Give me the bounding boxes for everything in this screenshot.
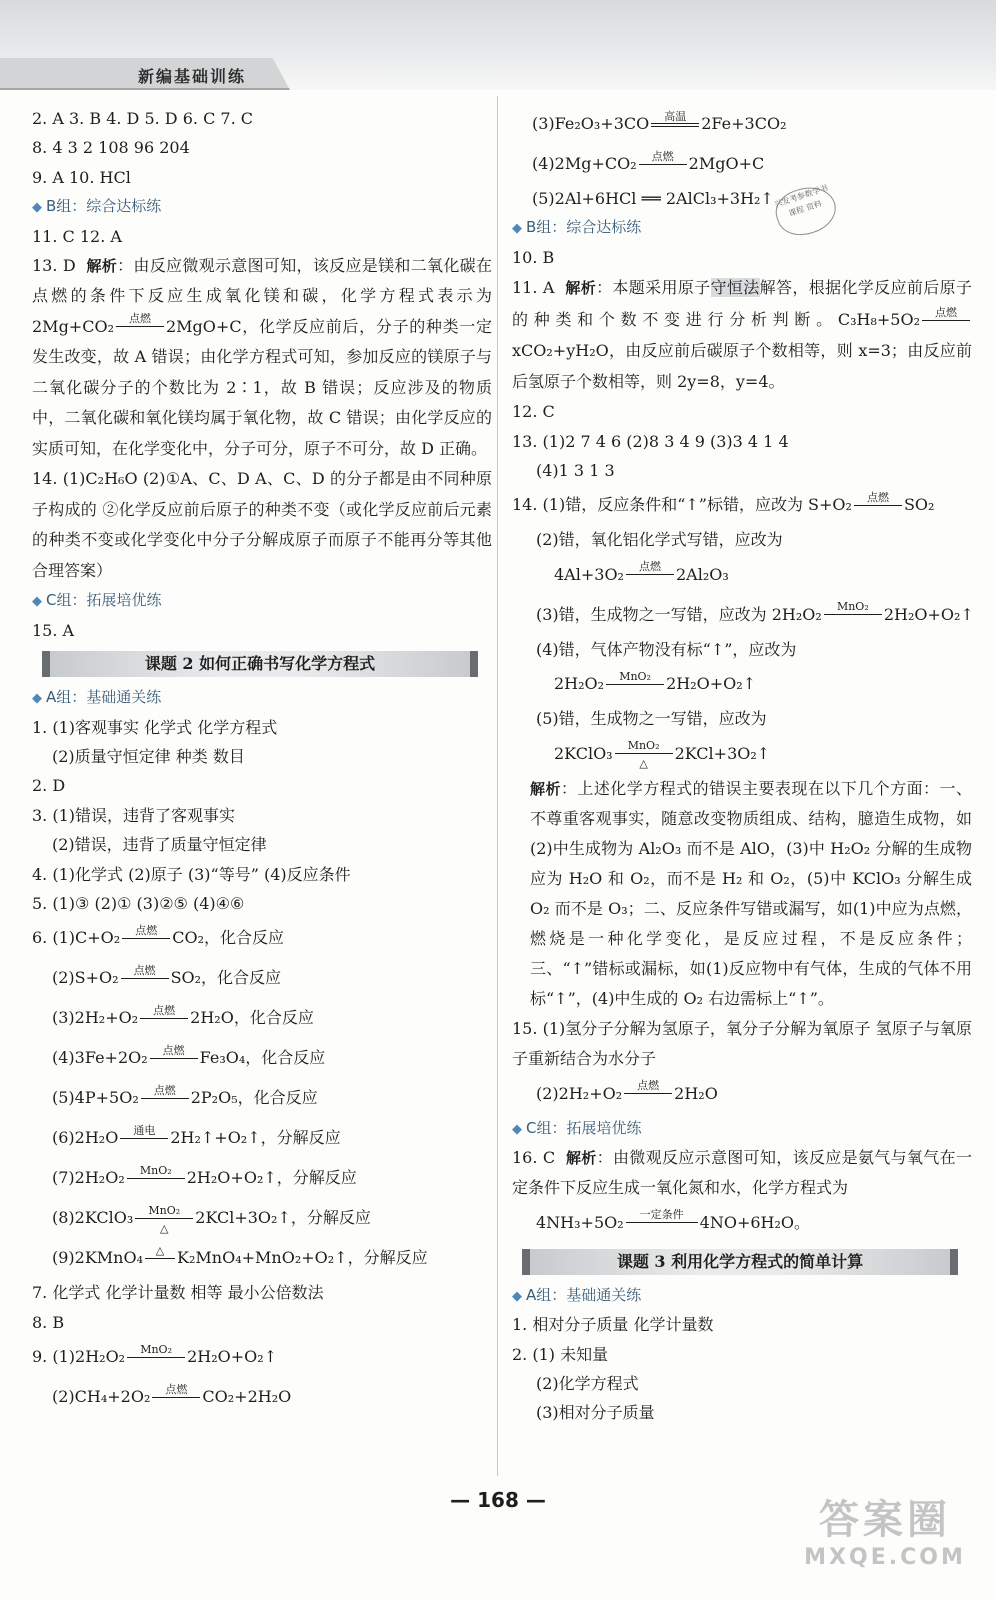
answer-line: 1. (1)客观事实 化学式 化学方程式 <box>32 717 278 737</box>
group-a-heading: ◆ A组：基础通关练 <box>512 1285 642 1304</box>
group-c-heading: ◆ C组：拓展培优练 <box>512 1118 642 1137</box>
equation-line: (2)CH₄+2O₂ 点燃 CO₂+2H₂O <box>52 1382 292 1407</box>
equation-line: 14. (1)错，反应条件和“↑”标错，应改为 S+O₂ 点燃 SO₂ <box>512 490 935 515</box>
answer-line: (5)错，生成物之一写错，应改为 <box>536 709 767 729</box>
column-divider <box>497 96 498 1476</box>
equation-line: (9)2KMnO₄ △ K₂MnO₄+MnO₂+O₂↑，分解反应 <box>52 1243 428 1268</box>
equation-line: (5)4P+5O₂ 点燃 2P₂O₅，化合反应 <box>52 1083 318 1108</box>
lesson-3-heading: 课题 3 利用化学方程式的简单计算 <box>522 1249 958 1275</box>
equation-line: (2)S+O₂ 点燃 SO₂，化合反应 <box>52 963 282 988</box>
highlight-mark: 守恒法 <box>710 278 760 298</box>
equation-line: (3)错，生成物之一写错，应改为 2H₂O₂ MnO₂ 2H₂O+O₂↑ <box>536 600 974 624</box>
group-b-heading: ◆ B组：综合达标练 <box>32 197 162 216</box>
diamond-icon: ◆ <box>32 200 42 216</box>
answer-15: 15. (1)氢分子分解为氢原子，氧分子分解为氧原子 氢原子与氧原子重新结合为水分子 <box>512 1018 972 1068</box>
answer-line: 1. 相对分子质量 化学计量数 <box>512 1315 714 1335</box>
diamond-icon: ◆ <box>512 221 522 237</box>
answer-line: (2)错误，违背了质量守恒定律 <box>52 835 267 855</box>
answer-line: 7. 化学式 化学计量数 相等 最小公倍数法 <box>32 1283 324 1303</box>
watermark-logo-text: 答案圈 <box>819 1497 951 1543</box>
equation-line: (3)Fe₂O₃+3CO 高温 2Fe+3CO₂ <box>532 109 787 133</box>
equation-line: 2KClO₃ MnO₂ △ 2KCl+3O₂↑ <box>554 739 771 771</box>
answer-line: 15. A <box>32 620 75 640</box>
page-number: — 168 — <box>450 1488 546 1512</box>
analysis-paragraph: 解析：上述化学方程式的错误主要表现在以下几个方面：一、不尊重客观事实，随意改变物质组成、结构，臆造生成物，如(2)中生成物为 Al₂O₃ 而不是 AlO，(3)中 H₂O₂ 分解的生成物应为 H₂O 和 O₂，而不是 H₂ 和 O₂，(5)中 KClO₃ 分解生成 O₂ 而不是 O₃；二、反应条件写错或漏写，如(1)中应为点燃，燃烧是一种化学变化，是反应过程，不是反应条件；三、“↑”错标或漏标，如(1)反应物中有气体，生成的气体不用标“↑”，(4)中生成的 O₂ 右边需标上“↑”。 <box>530 778 972 1008</box>
answer-line: 4. (1)化学式 (2)原子 (3)“等号” (4)反应条件 <box>32 864 351 884</box>
equation-line: (5)2Al+6HCl ══ 2AlCl₃+3H₂↑ <box>532 189 774 208</box>
equation-line: (6)2H₂O 通电 2H₂↑+O₂↑，分解反应 <box>52 1123 341 1148</box>
diamond-icon: ◆ <box>32 691 42 707</box>
left-column <box>32 104 492 1417</box>
equation-line: 4Al+3O₂ 点燃 2Al₂O₃ <box>554 560 729 584</box>
answer-line: 2. (1) 未知量 <box>512 1344 609 1364</box>
answer-line: 12. C <box>512 402 555 422</box>
answer-line: 11. C 12. A <box>32 226 122 246</box>
diamond-icon: ◆ <box>512 1121 522 1137</box>
diamond-icon: ◆ <box>32 594 42 610</box>
stamp-seal: 兴发考参数学书 课程 资料 <box>770 180 841 242</box>
answer-line: 3. (1)错误，违背了客观事实 <box>32 805 236 825</box>
answer-line: 13. (1)2 7 4 6 (2)8 3 4 9 (3)3 4 1 4 <box>512 431 789 451</box>
watermark <box>800 1488 970 1588</box>
answer-line: 9. A 10. HCl <box>32 167 131 187</box>
equation-line: (4)2Mg+CO₂ 点燃 2MgO+C <box>532 149 765 173</box>
answer-11: 11. A 解析：本题采用原子守恒法解答，根据化学反应前后原子的种类和个数不变进行分析判断。C₃H₈+5O₂ 点燃 xCO₂+yH₂O，由反应前后碳原子个数相等，则 x=3；由反应前后氢原子个数相等，则 2y=8，y=4。 <box>512 278 972 392</box>
equation-line: (2)2H₂+O₂ 点燃 2H₂O <box>536 1079 718 1103</box>
answer-line: (4)1 3 1 3 <box>536 460 615 480</box>
group-c-heading: ◆ C组：拓展培优练 <box>32 591 162 610</box>
equation-line: (4)3Fe+2O₂ 点燃 Fe₃O₄，化合反应 <box>52 1043 326 1068</box>
watermark-url: MXQE.COM <box>804 1545 966 1570</box>
equation-line: 2H₂O₂ MnO₂ 2H₂O+O₂↑ <box>554 669 757 694</box>
lesson-2-heading: 课题 2 如何正确书写化学方程式 <box>42 651 478 677</box>
answer-line: (2)化学方程式 <box>536 1374 639 1394</box>
equation-line: (3)2H₂+O₂ 点燃 2H₂O，化合反应 <box>52 1003 314 1028</box>
answer-line: 10. B <box>512 247 555 267</box>
answer-line: 8. 4 3 2 108 96 204 <box>32 138 190 158</box>
equation-line: (7)2H₂O₂ MnO₂ 2H₂O+O₂↑，分解反应 <box>52 1163 357 1188</box>
answer-line: (2)质量守恒定律 种类 数目 <box>52 747 245 767</box>
diamond-icon: ◆ <box>512 1288 522 1304</box>
answer-line: (4)错，气体产物没有标“↑”，应改为 <box>536 639 797 659</box>
right-column <box>512 104 972 1428</box>
answer-line: (2)错，氧化铝化学式写错，应改为 <box>536 530 783 550</box>
answer-16: 16. C 解析：由微观反应示意图可知，该反应是氨气与氧气在一定条件下反应生成一氧化氮和水，化学方程式为 <box>512 1147 972 1197</box>
equation-line: 9. (1)2H₂O₂ MnO₂ 2H₂O+O₂↑ <box>32 1342 278 1367</box>
answer-line: 8. B <box>32 1312 65 1332</box>
answer-13: 13. D 解析：由反应微观示意图可知，该反应是镁和二氧化碳在点燃的条件下反应生成氧化镁和碳，化学方程式表示为 2Mg+CO₂ 点燃 2MgO+C，化学反应前后，分子的种类一定发生改变，故 A 错误；由化学方程式可知，参加反应的镁原子与二氧化碳分子的个数比为 2∶1，故 B 错误；反应涉及的物质中，二氧化碳和氧化镁均属于氧化物，故 C 错误；由化学反应的实质可知，在化学变化中，分子可分，原子不可分，故 D 正确。 <box>32 255 492 458</box>
answer-line: 2. D <box>32 776 66 796</box>
answer-14: 14. (1)C₂H₆O (2)①A、C、D A、C、D 的分子都是由不同种原子构成的 ②化学反应前后原子的种类不变（或化学反应前后元素的种类不变或化学变化中分子分解成原子而原子不能再分等其他合理答案） <box>32 469 492 580</box>
group-b-heading: ◆ B组：综合达标练 <box>512 218 642 237</box>
equation-line: (8)2KClO₃ MnO₂ △ 2KCl+3O₂↑，分解反应 <box>52 1203 371 1235</box>
page-header <box>0 0 996 90</box>
answer-line: 2. A 3. B 4. D 5. D 6. C 7. C <box>32 109 253 128</box>
book-title: 新编基础训练 <box>138 67 247 86</box>
equation-line: 6. (1)C+O₂ 点燃 CO₂，化合反应 <box>32 923 284 948</box>
group-a-heading: ◆ A组：基础通关练 <box>32 688 162 707</box>
answer-line: (3)相对分子质量 <box>536 1403 655 1423</box>
equation-line: 4NH₃+5O₂ 一定条件 4NO+6H₂O。 <box>536 1208 811 1232</box>
answer-line: 5. (1)③ (2)① (3)②⑤ (4)④⑥ <box>32 893 245 913</box>
